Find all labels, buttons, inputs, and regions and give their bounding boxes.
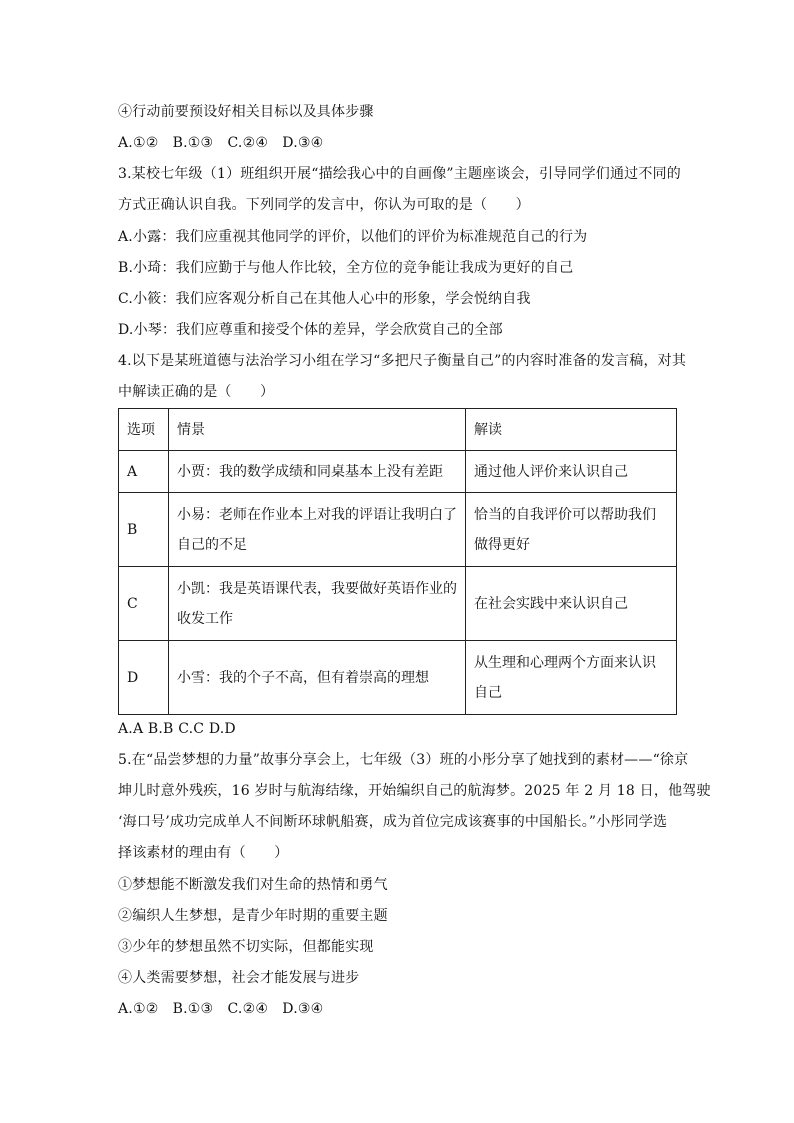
table-row (119, 641, 677, 715)
row-a-option: A (119, 451, 169, 493)
table-row (119, 493, 677, 567)
q2-item-4: ④行动前要预设好相关目标以及具体步骤 (118, 104, 374, 120)
header-cell-option: 选项 (119, 409, 169, 451)
row-d-option: D (119, 641, 169, 715)
q3-option-c: C.小筱：我们应客观分析自己在其他人心中的形象，学会悦纳自我 (118, 291, 531, 307)
q5-item-4: ④人类需要梦想，社会才能发展与进步 (118, 970, 360, 986)
row-a-interpretation: 通过他人评价来认识自己 (466, 451, 677, 493)
q4-stem-line-1: 4.以下是某班道德与法治学习小组在学习“多把尺子衡量自己”的内容时准备的发言稿，对其 (118, 353, 687, 369)
table-header-row (119, 409, 677, 451)
row-b-option: B (119, 493, 169, 567)
q3-option-b: B.小琦：我们应勤于与他人作比较，全方位的竞争能让我成为更好的自己 (118, 260, 574, 276)
q4-stem-line-2: 中解读正确的是（ ） (118, 384, 275, 400)
row-c-interpretation: 在社会实践中来认识自己 (466, 567, 677, 641)
header-cell-interpretation: 解读 (466, 409, 677, 451)
q2-choices: A.①② B.①③ C.②④ D.③④ (118, 135, 324, 151)
row-b-interpretation: 恰当的自我评价可以帮助我们做得更好 (466, 493, 677, 567)
row-d-interpretation: 从生理和心理两个方面来认识自己 (466, 641, 677, 715)
row-d-scenario: 小雪：我的个子不高，但有着崇高的理想 (169, 641, 466, 715)
row-c-option: C (119, 567, 169, 641)
q5-item-1: ①梦想能不断激发我们对生命的热情和勇气 (118, 877, 388, 893)
q3-option-d: D.小琴：我们应尊重和接受个体的差异，学会欣赏自己的全部 (118, 322, 503, 338)
q3-stem-line-1: 3.某校七年级（1）班组织开展“描绘我心中的自画像”主题座谈会，引导同学们通过不同的 (118, 166, 681, 182)
q4-choices: A.A B.B C.C D.D (118, 721, 236, 737)
q3-stem-line-2: 方式正确认识自我。下列同学的发言中，你认为可取的是（ ） (118, 197, 530, 213)
q5-item-2: ②编织人生梦想，是青少年时期的重要主题 (118, 908, 388, 924)
row-c-scenario: 小凯：我是英语课代表，我要做好英语作业的收发工作 (169, 567, 466, 641)
q5-choices: A.①② B.①③ C.②④ D.③④ (118, 1001, 324, 1017)
q5-stem-line-2: 坤儿时意外残疾，16 岁时与航海结缘，开始编织自己的航海梦。2025 年 2 月 18 日，他驾驶 (118, 783, 711, 799)
q5-stem-line-3: ‘海口号’成功完成单人不间断环球帆船赛，成为首位完成该赛事的中国船长。”小彤同学选 (118, 814, 668, 830)
header-cell-scenario: 情景 (169, 409, 466, 451)
table-row (119, 567, 677, 641)
row-b-scenario: 小易：老师在作业本上对我的评语让我明白了自己的不足 (169, 493, 466, 567)
q3-option-a: A.小露：我们应重视其他同学的评价，以他们的评价为标准规范自己的行为 (118, 229, 588, 245)
table-row (119, 451, 677, 493)
q4-options-table (118, 408, 677, 715)
q5-stem-line-1: 5.在“品尝梦想的力量”故事分享会上，七年级（3）班的小彤分享了她找到的素材——“徐京 (118, 752, 689, 768)
q5-item-3: ③少年的梦想虽然不切实际，但都能实现 (118, 939, 374, 955)
q5-stem-line-4: 择该素材的理由有（ ） (118, 845, 289, 861)
row-a-scenario: 小贾：我的数学成绩和同桌基本上没有差距 (169, 451, 466, 493)
